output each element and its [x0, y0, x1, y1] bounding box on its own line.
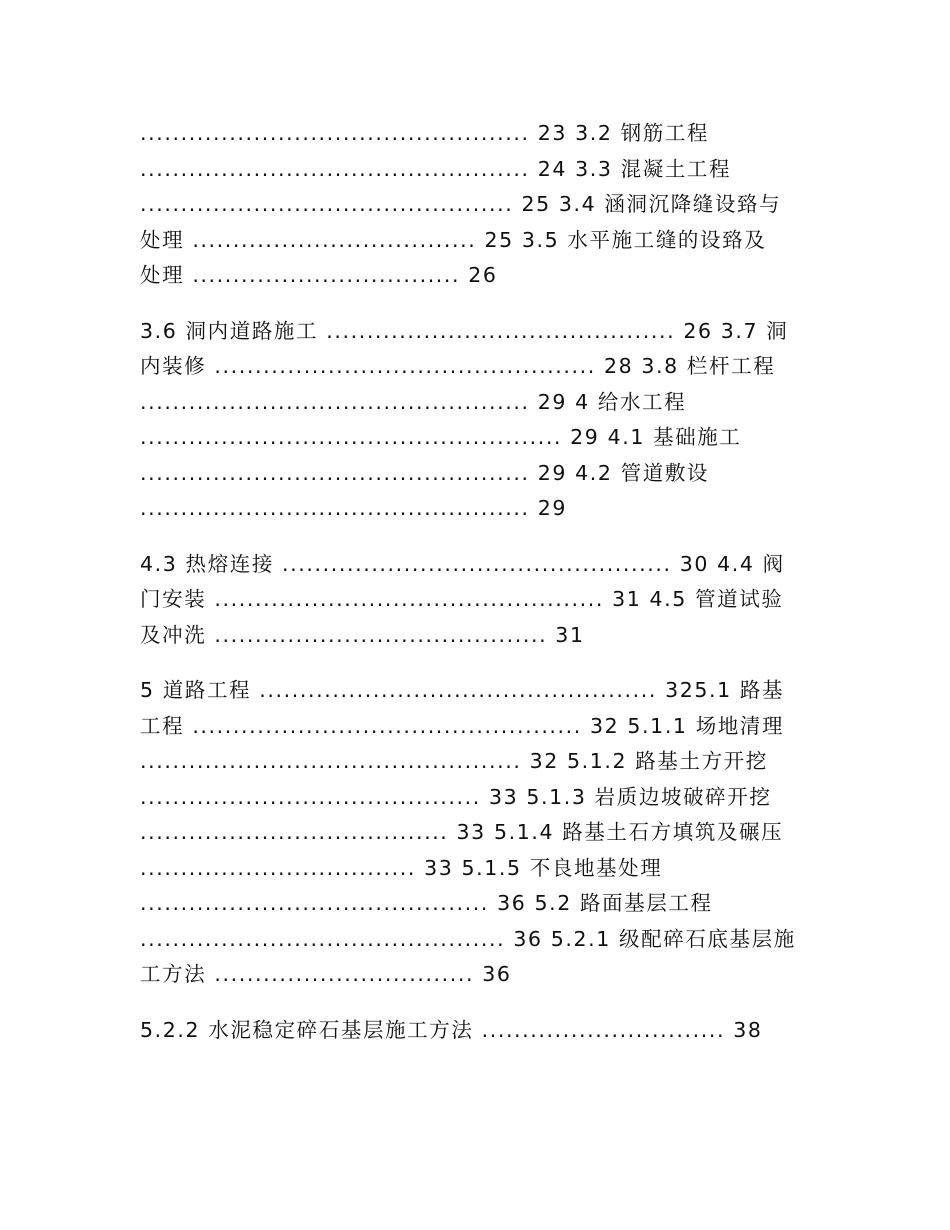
toc-line: 4.3 热熔连接 ................................................ 30 4.4 阀 [140, 551, 785, 576]
toc-line: ...................................... 33 5.1.4 路基土石方填筑及碾压 [140, 820, 784, 844]
toc-paragraph-2 [140, 314, 810, 527]
toc-line: ................................................ 29 4.2 管道敷设 [140, 460, 710, 485]
toc-paragraph-3 [140, 547, 810, 654]
toc-line: 处理 ................................. 26 [140, 263, 498, 287]
toc-line: 内装修 ............................................... 28 3.8 栏杆工程 [140, 354, 776, 378]
toc-line: .............................................. 25 3.4 涵洞沉降缝设臵与 [140, 192, 782, 216]
toc-line: .................................. 33 5.1.5 不良地基处理 [140, 855, 663, 880]
toc-line: ............................................. 36 5.2.1 级配碎石底基层施 [140, 926, 796, 951]
toc-paragraph-1 [140, 116, 810, 294]
toc-page [140, 116, 810, 1068]
toc-line: 及冲洗 ......................................... 31 [140, 622, 585, 647]
toc-line: 工方法 ................................ 36 [140, 962, 512, 986]
toc-line: ................................................ 29 [140, 496, 567, 520]
toc-line: 5 道路工程 ................................................. 325.1 路基 [140, 678, 785, 702]
toc-line: 门安装 ................................................ 31 4.5 管道试验 [140, 587, 784, 611]
toc-line: ............................................... 32 5.1.2 路基土方开挖 [140, 749, 768, 773]
toc-line: ................................................ 24 3.3 混凝土工程 [140, 156, 732, 181]
toc-line: ........................................... 36 5.2 路面基层工程 [140, 891, 713, 915]
toc-line: .......................................... 33 5.1.3 岩质边坡破碎开挖 [140, 784, 772, 809]
toc-line: .................................................... 29 4.1 基础施工 [140, 425, 742, 449]
toc-line: 5.2.2 水泥稳定碎石基层施工方法 .............................. 38 [140, 1017, 763, 1042]
toc-line: ................................................ 29 4 给水工程 [140, 389, 687, 414]
toc-paragraph-5 [140, 1013, 810, 1049]
toc-line: 工程 ................................................ 32 5.1.1 场地清理 [140, 713, 785, 738]
toc-line: ................................................ 23 3.2 钢筋工程 [140, 121, 710, 145]
toc-line: 处理 ................................... 25 3.5 水平施工缝的设臵及 [140, 227, 767, 252]
toc-line: 3.6 洞内道路施工 ........................................... 26 3.7 洞 [140, 318, 789, 343]
toc-paragraph-4 [140, 673, 810, 993]
